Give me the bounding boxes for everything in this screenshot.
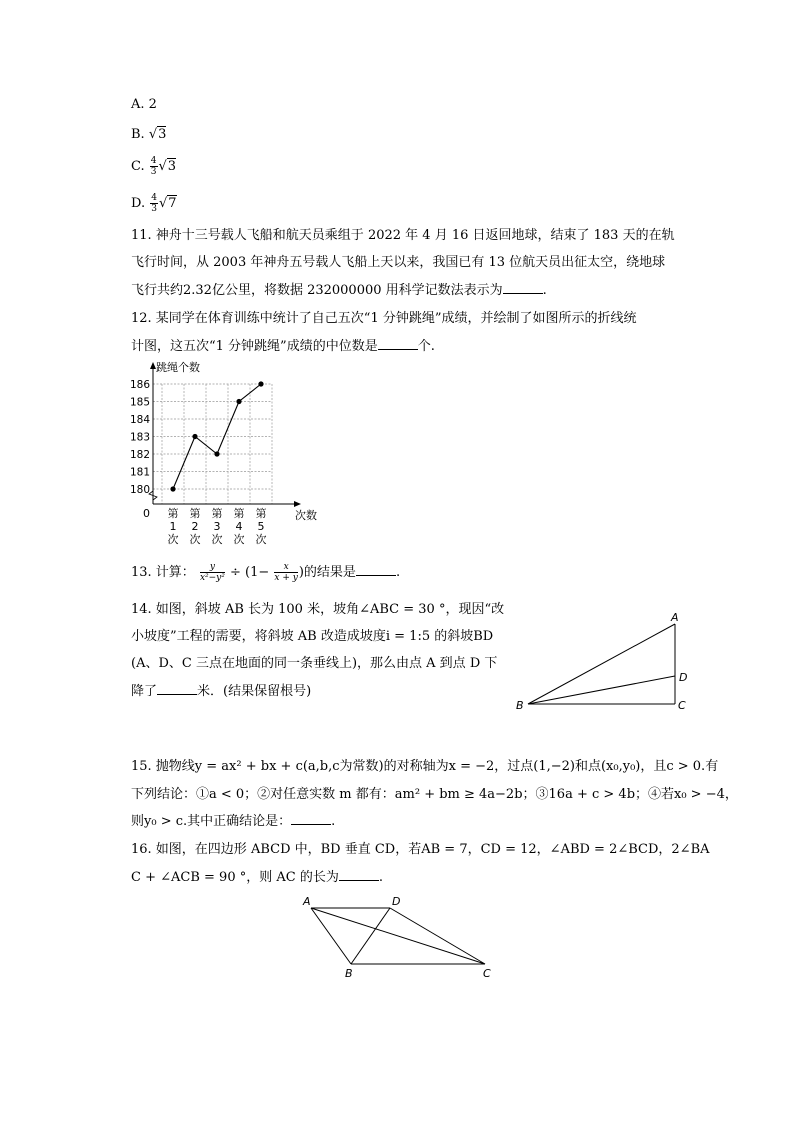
slope-figure <box>508 610 700 716</box>
x-axis-label: 次数 <box>295 509 317 522</box>
data-point <box>236 399 241 404</box>
x-category-label: 第 <box>233 507 245 520</box>
q11-line1: 11. 神舟十三号载人飞船和航天员乘组于 2022 年 4 月 16 日返回地球，结束了 183 天的在轨 <box>131 228 675 243</box>
jump-rope-line-chart <box>120 358 320 553</box>
x-category-label: 次 <box>211 533 223 546</box>
q16-line2: C + ∠ACB = 90 °，则 AC 的长为 . <box>131 870 383 885</box>
q13-answer-blank[interactable] <box>356 563 396 576</box>
label-b: B <box>345 967 353 980</box>
q12-line1: 12. 某同学在体育训练中统计了自己五次“1 分钟跳绳”成绩，并绘制了如图所示的折线统 <box>131 311 637 326</box>
q12-line2: 计图，这五次“1 分钟跳绳”成绩的中位数是 个. <box>131 339 435 354</box>
y-tick-label: 183 <box>129 431 150 444</box>
x-category-label: 第 <box>211 507 223 520</box>
q15-line2: 下列结论：①a < 0；②对任意实数 m 都有：am² + bm ≥ 4a−2b；③16a + c > 4b；④若x₀ > −4， <box>131 787 738 802</box>
y-tick-label: 184 <box>129 414 150 426</box>
option-b: B. √3 <box>131 127 167 142</box>
y-tick-label: 186 <box>129 379 150 391</box>
q15-line3: 则y₀ > c.其中正确结论是： . <box>131 814 336 829</box>
x-category-label: 3 <box>213 520 221 533</box>
y-tick-label: 182 <box>129 449 150 461</box>
q14-line3: (A、D、C 三点在地面的同一条垂线上)，那么由点 A 到点 D 下 <box>131 656 498 671</box>
q14-answer-blank[interactable] <box>157 682 197 695</box>
y-tick-label: 185 <box>129 396 150 409</box>
x-category-label: 4 <box>235 520 243 533</box>
x-category-label: 次 <box>167 533 179 546</box>
data-point <box>214 451 219 456</box>
q14-line4: 降了 米．(结果保留根号) <box>131 684 312 699</box>
y-tick-label: 180 <box>129 484 150 496</box>
x-category-label: 1 <box>169 520 177 533</box>
x-category-label: 次 <box>189 533 201 546</box>
label-a: A <box>671 611 679 624</box>
edge-ab <box>528 624 675 704</box>
x-category-label: 次 <box>233 533 245 546</box>
q14-line1: 14. 如图，斜坡 AB 长为 100 米，坡角∠ABC = 30 °，现因“改 <box>131 602 505 617</box>
x-category-label: 5 <box>257 520 265 533</box>
quadrilateral-figure <box>296 893 502 983</box>
y-tick-label: 181 <box>129 466 150 479</box>
data-point <box>192 434 197 439</box>
x-category-label: 第 <box>255 507 267 520</box>
q16-answer-blank[interactable] <box>339 868 379 881</box>
q13-line: 13. 计算： $\frac{y}{\text{x²−y²}}$ ÷ (1− $\frac{x}{x + y}$ )的结果是 . <box>131 562 401 583</box>
q11-line2: 飞行时间，从 2003 年神舟五号载人飞船上天以来，我国已有 13 位航天员出征太空，绕地球 <box>131 255 666 270</box>
label-d: D <box>679 671 688 684</box>
option-c: C. $\frac{4}{3}$ √3 <box>131 156 177 177</box>
q15-line1: 15. 抛物线y = ax² + bx + c(a,b,c为常数)的对称轴为x = −2，过点(1,−2)和点(x₀,y₀)，且c > 0.有 <box>131 759 719 774</box>
edge-ac <box>311 908 485 964</box>
data-point <box>258 381 263 386</box>
x-category-label: 第 <box>189 507 201 520</box>
label-a: A <box>303 895 311 908</box>
edge-dc <box>390 908 485 964</box>
x-category-label: 次 <box>255 533 267 546</box>
label-c: C <box>678 699 686 712</box>
edge-ab <box>311 908 351 964</box>
q12-answer-blank[interactable] <box>378 337 418 350</box>
data-point <box>170 486 175 491</box>
x-category-label: 第 <box>167 507 179 520</box>
q14-line2: 小坡度”工程的需要，将斜坡 AB 改造成坡度i = 1:5 的斜坡BD <box>131 629 494 644</box>
edge-bd <box>528 676 675 704</box>
q15-answer-blank[interactable] <box>291 812 331 825</box>
edge-bd <box>351 908 390 964</box>
q11-answer-blank[interactable] <box>503 281 543 294</box>
y-axis-label: 跳绳个数 <box>156 361 200 374</box>
q11-line3: 飞行共约2.32亿公里，将数据 232000000 用科学记数法表示为 . <box>131 283 547 298</box>
label-d: D <box>392 895 401 908</box>
x-category-label: 2 <box>191 520 199 533</box>
label-c: C <box>483 967 491 980</box>
option-d: D. $\frac{4}{3}$ √7 <box>131 193 177 214</box>
origin-label: 0 <box>143 507 150 520</box>
option-a: A. 2 <box>131 97 157 112</box>
x-axis-arrow <box>294 501 301 507</box>
label-b: B <box>516 699 524 712</box>
q16-line1: 16. 如图，在四边形 ABCD 中，BD 垂直 CD，若AB = 7，CD = 12，∠ABD = 2∠BCD，2∠BA <box>131 842 710 857</box>
